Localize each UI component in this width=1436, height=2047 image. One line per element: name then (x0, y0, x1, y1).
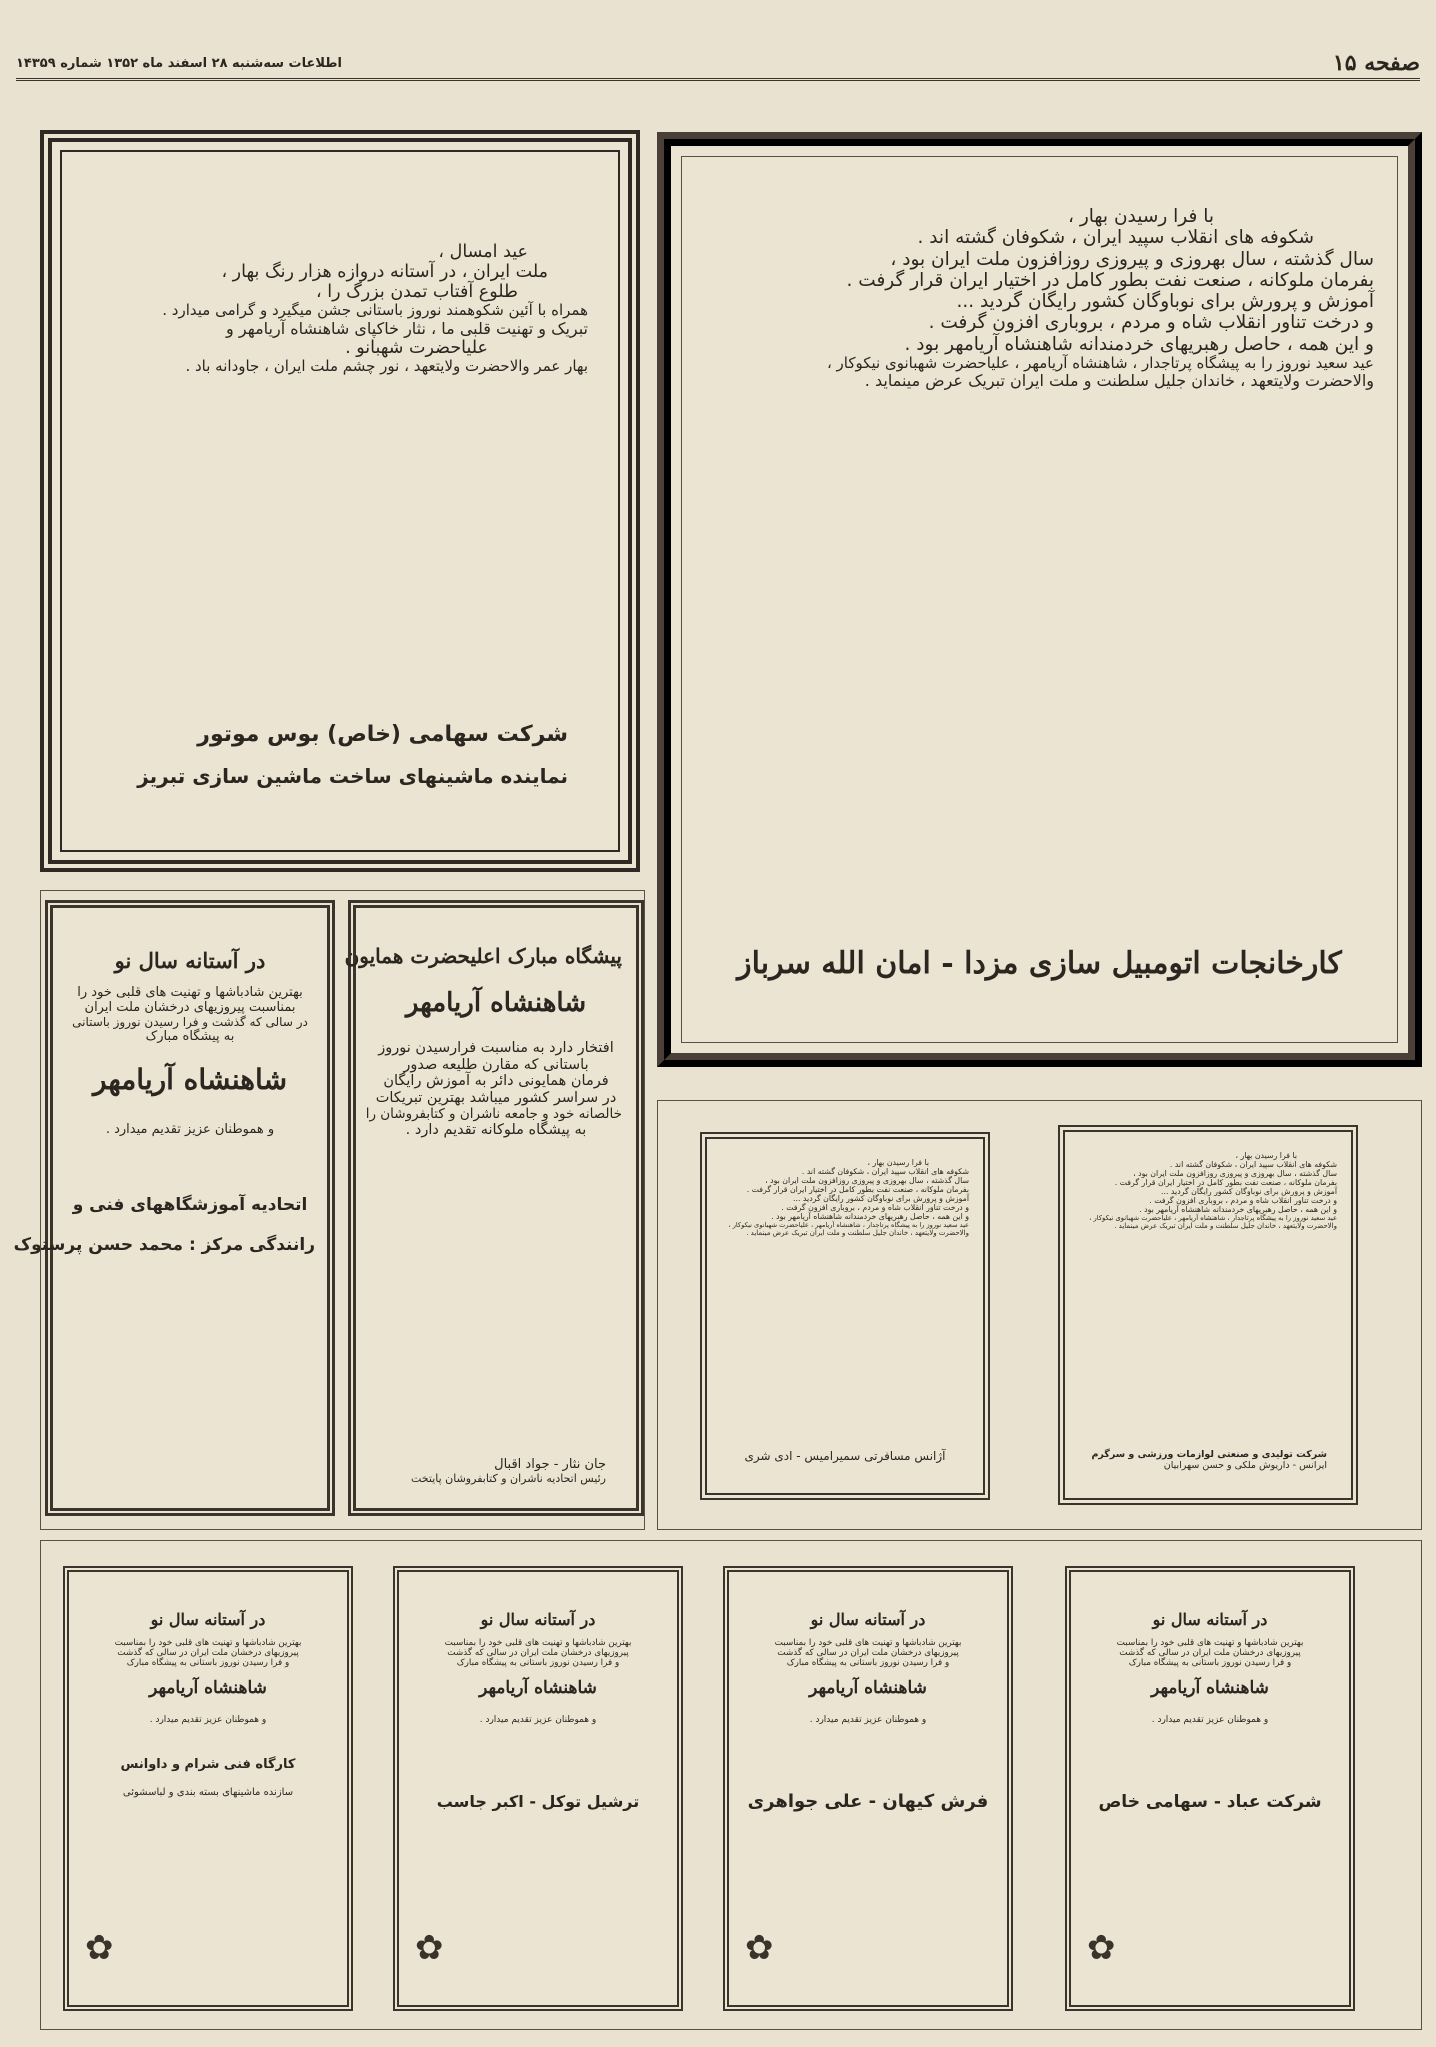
travel-line-7: و این همه ، حاصل رهبریهای خردمندانه شاهنشاه آریامهر بود . (771, 1211, 969, 1221)
small-b-line-2: پیروزیهای درخشان ملت ایران در سالی که گذشت (447, 1648, 629, 1659)
page-header (16, 48, 1420, 81)
union-shah: شاهنشاه آریامهر (92, 1062, 288, 1096)
travel-line-4: بفرمان ملوکانه ، صنعت نفت بطور کامل در اختیار ایران قرار گرفت . (746, 1184, 969, 1194)
ad-sports-goods (1058, 1125, 1358, 1505)
travel-line-1: با فرا رسیدن بهار ، (867, 1158, 929, 1167)
small-c-line-4: و هموطنان عزیز تقدیم میدارد . (809, 1715, 927, 1726)
ad-small-b (393, 1566, 683, 2011)
mazda-line-8: عید سعید نوروز را به پیشگاه پرتاجدار ، شاهنشاه آریامهر ، علیاحضرت شهبانوی نیکوکار ، (826, 353, 1374, 372)
small-a-title: در آستانه سال نو (150, 1610, 266, 1629)
sports-line-5: آموزش و پرورش برای نوباوگان کشور رایگان گردید ... (1161, 1186, 1337, 1196)
mazda-line-4: بفرمان ملوکانه ، صنعت نفت بطور کامل در اختیار ایران قرار گرفت . (846, 269, 1374, 291)
ad-small-d (1065, 1566, 1355, 2011)
publishers-title-1: پیشگاه مبارک اعلیحضرت همایون (344, 944, 622, 968)
small-a-line-3: و فرا رسیدن نوروز باستانی به پیشگاه مبارک (126, 1658, 290, 1669)
publishers-line-6: به پیشگاه ملوکانه تقدیم دارد . (405, 1122, 587, 1139)
busmotor-line-2: ملت ایران ، در آستانه دروازه هزار رنگ بهار ، (221, 262, 548, 283)
ad-travel-agency (700, 1132, 990, 1500)
small-d-shah: شاهنشاه آریامهر (1151, 1678, 1269, 1699)
small-c-shah: شاهنشاه آریامهر (809, 1678, 927, 1699)
small-c-line-2: پیروزیهای درخشان ملت ایران در سالی که گذشت (777, 1648, 959, 1659)
small-b-signature: ترشیل توکل - اکبر جاسب (436, 1792, 640, 1812)
small-a-line-1: بهترین شادباشها و تهنیت های قلبی خود را بمناسبت (114, 1638, 302, 1648)
page-number: صفحه ۱۵ (1332, 50, 1420, 76)
travel-line-5: آموزش و پرورش برای نوباوگان کشور رایگان گردید ... (793, 1193, 969, 1203)
flower-ornament-icon: ✿ (745, 1928, 774, 1968)
busmotor-line-1: عید امسال ، (438, 242, 528, 262)
busmotor-company: شرکت سهامی (خاص) بوس موتور (197, 722, 568, 747)
ad-small-a (63, 1566, 353, 2011)
sports-names: ایرانس - داریوش ملکی و حسن سهرابیان (1163, 1460, 1327, 1472)
travel-line-6: و درخت تناور انقلاب شاه و مردم ، بروباری افزون گرفت . (781, 1202, 969, 1212)
sports-company: شرکت تولیدی و صنعتی لوازمات ورزشی و سرگرم (1091, 1449, 1327, 1461)
small-a-shah: شاهنشاه آریامهر (149, 1678, 267, 1699)
travel-line-2: شکوفه های انقلاب سپید ایران ، شکوفان گشته اند . (801, 1166, 969, 1176)
sports-line-1: با فرا رسیدن بهار ، (1235, 1151, 1297, 1160)
union-line-3: در سالی که گذشت و فرا رسیدن نوروز باستانی (72, 1014, 308, 1029)
publishers-line-3: فرمان همایونی دائر به آموزش رایگان (383, 1073, 609, 1090)
small-a-line-2: پیروزیهای درخشان ملت ایران در سالی که گذشت (117, 1648, 299, 1659)
travel-line-9: والاحضرت ولایتعهد ، خاندان جلیل سلطنت و ملت ایران تبریک عرض مینماید . (746, 1229, 969, 1238)
small-c-signature: فرش کیهان - علی جواهری (747, 1791, 989, 1813)
busmotor-subtitle: نماینده ماشینهای ساخت ماشین سازی تبریز (137, 764, 568, 788)
small-a-line-4: و هموطنان عزیز تقدیم میدارد . (149, 1715, 267, 1726)
busmotor-line-5: تبریک و تهنیت قلبی ما ، نثار خاکپای شاهنشاه آریامهر و (226, 318, 588, 338)
sports-line-4: بفرمان ملوکانه ، صنعت نفت بطور کامل در اختیار ایران قرار گرفت . (1114, 1177, 1337, 1187)
sports-line-7: و این همه ، حاصل رهبریهای خردمندانه شاهنشاه آریامهر بود . (1139, 1204, 1337, 1214)
sports-line-6: و درخت تناور انقلاب شاه و مردم ، بروباری افزون گرفت . (1149, 1195, 1337, 1205)
small-d-line-3: و فرا رسیدن نوروز باستانی به پیشگاه مبارک (1128, 1658, 1292, 1669)
travel-signature: آژانس مسافرتی سمیرامیس - ادی شری (744, 1449, 946, 1463)
small-b-line-3: و فرا رسیدن نوروز باستانی به پیشگاه مبارک (456, 1658, 620, 1669)
small-b-line-1: بهترین شادباشها و تهنیت های قلبی خود را بمناسبت (444, 1638, 632, 1648)
small-d-title: در آستانه سال نو (1152, 1610, 1268, 1629)
busmotor-line-6: علیاحضرت شهبانو . (345, 338, 488, 359)
flower-ornament-icon: ✿ (415, 1928, 444, 1968)
small-b-shah: شاهنشاه آریامهر (479, 1678, 597, 1699)
travel-line-3: سال گذشته ، سال بهروزی و پیروزی روزافزون ملت ایران بود ، (765, 1175, 969, 1185)
small-a-signature: کارگاه فنی شرام و داوانس (120, 1757, 296, 1773)
small-b-line-4: و هموطنان عزیز تقدیم میدارد . (479, 1715, 597, 1726)
sports-line-8: عید سعید نوروز را به پیشگاه پرتاجدار ، شاهنشاه آریامهر ، علیاحضرت شهبانوی نیکوکار ، (1089, 1213, 1337, 1222)
mazda-line-9: والاحضرت ولایتعهد ، خاندان جلیل سلطنت و ملت ایران تبریک عرض مینماید . (864, 371, 1374, 391)
busmotor-line-4: همراه با آئین شکوهمند نوروز باستانی جشن میگیرد و گرامی میدارد . (162, 301, 588, 320)
flower-ornament-icon: ✿ (1087, 1928, 1116, 1968)
mazda-signature: کارخانجات اتومبیل سازی مزدا - امان الله سرباز (737, 946, 1342, 981)
ad-bus-motor (40, 130, 640, 872)
mazda-line-2: شکوفه های انقلاب سپید ایران ، شکوفان گشته اند . (917, 227, 1314, 249)
small-c-line-1: بهترین شادباشها و تهنیت های قلبی خود را بمناسبت (774, 1638, 962, 1648)
mazda-line-3: سال گذشته ، سال بهروزی و پیروزی روزافزون ملت ایران بود ، (890, 248, 1374, 270)
small-d-line-4: و هموطنان عزیز تقدیم میدارد . (1151, 1715, 1269, 1726)
ad-small-c (723, 1566, 1013, 2011)
small-d-line-2: پیروزیهای درخشان ملت ایران در سالی که گذشت (1119, 1648, 1301, 1659)
union-line-2: بمناسبت پیروزیهای درخشان ملت ایران (84, 999, 296, 1015)
travel-line-8: عید سعید نوروز را به پیشگاه پرتاجدار ، شاهنشاه آریامهر ، علیاحضرت شهبانوی نیکوکار ، (728, 1220, 969, 1229)
flower-ornament-icon: ✿ (85, 1928, 114, 1968)
publishers-line-4: در سراسر کشور میباشد بهترین تبریکات (375, 1090, 617, 1107)
publishers-line-2: باستانی که مقارن طلیعه صدور (403, 1056, 589, 1073)
ad-mazda (657, 132, 1422, 1067)
small-d-line-1: بهترین شادباشها و تهنیت های قلبی خود را بمناسبت (1116, 1638, 1304, 1648)
rule-box-left-mid (13, 890, 645, 1530)
small-c-line-3: و فرا رسیدن نوروز باستانی به پیشگاه مبارک (786, 1658, 950, 1669)
union-line-after: و هموطنان عزیز تقدیم میدارد . (105, 1121, 275, 1137)
publishers-sig-1: جان نثار - جواد اقبال (494, 1457, 606, 1473)
union-driving: رانندگی مرکز : محمد حسن پرستوک (13, 1234, 315, 1255)
small-c-title: در آستانه سال نو (810, 1610, 926, 1629)
mazda-line-7: و این همه ، حاصل رهبریهای خردمندانه شاهنشاه آریامهر بود . (904, 333, 1374, 355)
busmotor-line-3: طلوع آفتاب تمدن بزرگ را ، (316, 282, 518, 303)
small-d-signature: شرکت عباد - سهامی خاص (1098, 1792, 1322, 1813)
small-a-signature-2: سازنده ماشینهای بسته بندی و لباسشوئی (122, 1787, 294, 1799)
union-name: اتحادیه آموزشگاههای فنی و (72, 1194, 308, 1215)
issue-info: اطلاعات سه‌شنبه ۲۸ اسفند ماه ۱۳۵۲ شماره ۱۴۳۵۹ (16, 55, 342, 71)
mazda-line-6: و درخت تناور انقلاب شاه و مردم ، بروباری افزون گرفت . (928, 312, 1374, 334)
sports-line-2: شکوفه های انقلاب سپید ایران ، شکوفان گشته اند . (1169, 1159, 1337, 1169)
union-line-1: بهترین شادباشها و تهنیت های قلبی خود را (77, 985, 303, 1000)
publishers-title-2: شاهنشاه آریامهر (405, 988, 587, 1018)
sports-line-9: والاحضرت ولایتعهد ، خاندان جلیل سلطنت و ملت ایران تبریک عرض مینماید . (1114, 1222, 1337, 1231)
union-title: در آستانه سال نو (114, 948, 266, 973)
publishers-sig-2: رئیس اتحادیه ناشران و کتابفروشان پایتخت (410, 1472, 606, 1486)
publishers-line-1: افتخار دارد به مناسبت فرارسیدن نوروز (378, 1040, 614, 1056)
union-line-4: به پیشگاه مبارک (145, 1028, 235, 1044)
small-b-title: در آستانه سال نو (480, 1610, 596, 1629)
publishers-line-5: خالصانه خود و جامعه ناشران و کتابفروشان را (365, 1105, 622, 1122)
busmotor-line-7: بهار عمر والاحضرت ولایتعهد ، نور چشم ملت ایران ، جاودانه باد . (185, 357, 588, 376)
mazda-line-5: آموزش و پرورش برای نوباوگان کشور رایگان گردید ... (956, 291, 1374, 313)
mazda-line-1: با فرا رسیدن بهار ، (1067, 206, 1214, 227)
sports-line-3: سال گذشته ، سال بهروزی و پیروزی روزافزون ملت ایران بود ، (1133, 1168, 1337, 1178)
